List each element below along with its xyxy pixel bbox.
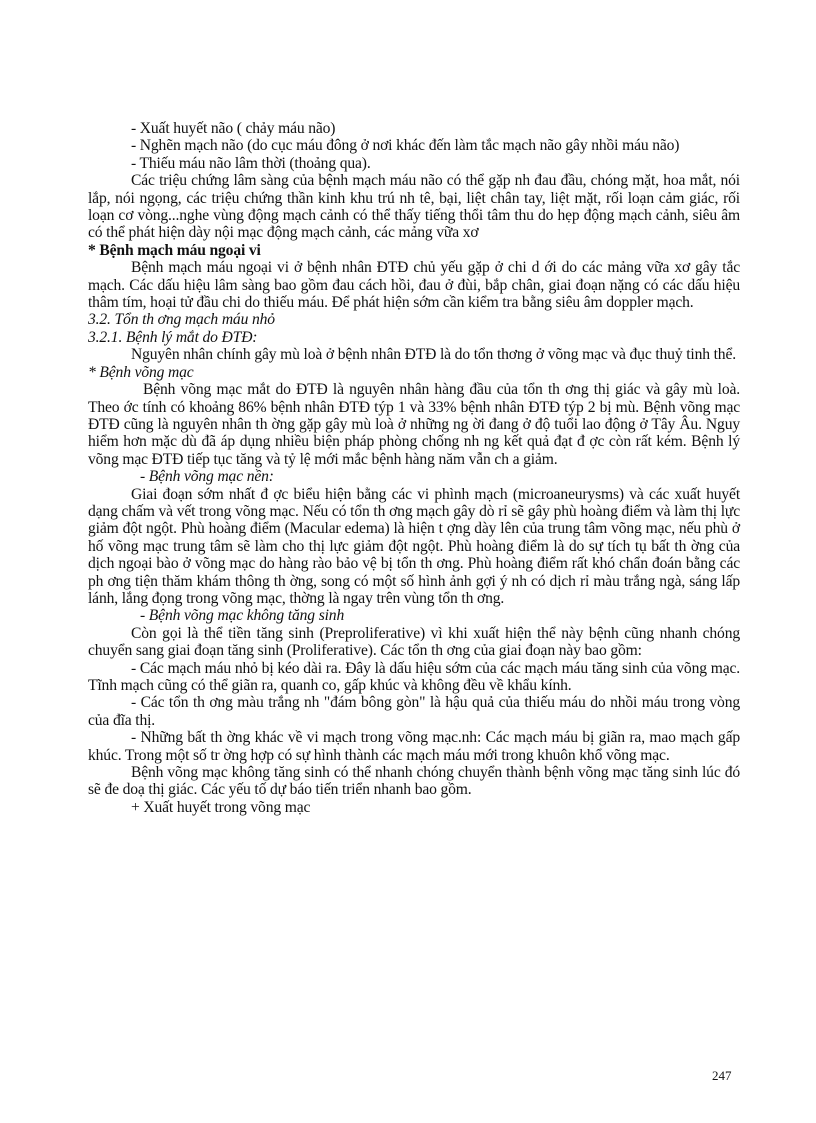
list-item: - Những bất th ờng khác về vi mạch trong võng mạc.nh: Các mạch máu bị giãn ra, mao mạch gấp khúc. Trong một số tr ờng hợp có sự hình thành các mạch máu mới trong khuôn khổ võng mạc. bbox=[88, 729, 740, 764]
paragraph: Còn gọi là thể tiền tăng sinh (Preproliferative) vì khi xuất hiện thể này bệnh cũng nhanh chóng chuyển sang giai đoạn tăng sinh (Proliferative). Các tổn th ơng của giai đoạn này bao gồm: bbox=[88, 624, 740, 660]
list-item: - Các tổn th ơng màu trắng nh "đám bông gòn" là hậu quả của thiếu máu do nhồi máu trong vòng của đĩa thị. bbox=[88, 694, 740, 729]
paragraph: Bệnh võng mạc không tăng sinh có thể nhanh chóng chuyển thành bệnh võng mạc tăng sinh lúc đó sẽ đe doạ thị giác. Các yếu tố dự báo tiến triển nhanh bao gồm. bbox=[88, 764, 740, 799]
paragraph: Các triệu chứng lâm sàng của bệnh mạch máu não có thể gặp nh đau đầu, chóng mặt, hoa mắt, nói lắp, nói ngọng, các triệu chứng thần kinh khu trú nh tê, bại, liệt chân tay, liệt mặt, rối loạn cảm giác, rối loạn cơ vòng...nghe vùng động mạch cảnh có thể thấy tiếng thổi tâm thu do hẹp động mạch cảnh, siêu âm có thể phát hiện dày nội mạc động mạch cảnh, các mảng vữa xơ bbox=[88, 172, 740, 242]
subsection-heading: - Bệnh võng mạc nền: bbox=[140, 468, 274, 486]
subsection-heading: 3.2.1. Bệnh lý mắt do ĐTĐ: bbox=[88, 328, 258, 346]
list-item: - Nghẽn mạch não (do cục máu đông ở nơi khác đến làm tắc mạch não gây nhồi máu não) bbox=[131, 137, 680, 155]
list-item: - Các mạch máu nhỏ bị kéo dài ra. Đây là dấu hiệu sớm của các mạch máu tăng sinh của võng mạc. Tĩnh mạch cũng có thể giãn ra, quanh co, gấp khúc và không đều về khẩu kính. bbox=[88, 659, 740, 694]
section-heading: 3.2. Tổn th ơng mạch máu nhỏ bbox=[88, 311, 275, 329]
subsection-heading: * Bệnh võng mạc bbox=[88, 363, 194, 381]
list-item: - Thiếu máu não lâm thời (thoảng qua). bbox=[131, 154, 371, 172]
page-body bbox=[88, 120, 740, 816]
paragraph: Nguyên nhân chính gây mù loà ở bệnh nhân ĐTĐ là do tổn thơng ở võng mạc và đục thuỷ tinh thể. bbox=[131, 346, 736, 364]
paragraph: Giai đoạn sớm nhất đ ợc biểu hiện bằng các vi phình mạch (microaneurysms) và các xuất huyết dạng chấm và vết trong võng mạc. Nếu có tổn th ơng mạch gây dò rỉ sẽ gây phù hoàng điểm và làm thị lực giảm đột ngột. Phù hoàng điểm (Macular edema) là hiện t ợng dày lên của trung tâm võng mạc, nếu phù ở hố võng mạc trung tâm sẽ làm cho thị lực giảm đột ngột. Phù hoàng điểm là do sự tích tụ bất th ờng của dịch ngoại bào ở võng mạc do hàng rào bảo vệ bị tổn th ơng. Phù hoàng điểm rất khó chẩn đoán bằng các ph ơng tiện thăm khám thông th ờng, song có một số hình ảnh gợi ý nh có dịch rỉ màu trắng ngà, sáng lấp lánh, lắng đọng trong võng mạc, thờng là ngay trên vùng tổn th ơng. bbox=[88, 485, 740, 607]
paragraph: Bệnh mạch máu ngoại vi ở bệnh nhân ĐTĐ chủ yếu gặp ở chi d ới do các mảng vữa xơ gây tắc mạch. Các dấu hiệu lâm sàng bao gồm đau cách hồi, đau ở đùi, bắp chân, giai đoạn nặng có các dấu hiệu thâm tím, hoại tử đầu chi do thiếu máu. Để phát hiện sớm cần kiểm tra bằng siêu âm doppler mạch. bbox=[88, 259, 740, 312]
section-heading: * Bệnh mạch máu ngoại vi bbox=[88, 241, 261, 259]
paragraph: Bệnh võng mạc mắt do ĐTĐ là nguyên nhân hàng đầu của tổn th ơng thị giác và gây mù loà. Theo ớc tính có khoảng 86% bệnh nhân ĐTĐ týp 1 và 33% bệnh nhân ĐTĐ týp 2 bị mù. Bệnh võng mạc ĐTĐ cũng là nguyên nhân th ờng gặp gây mù loà ở những ng ời đang ở độ tuổi lao động ở Tây Âu. Nguy hiểm hơn mặc dù đã áp dụng nhiều biện pháp phòng chống nh ng kết quả đạt đ ợc còn rất kém. Bệnh lý võng mạc ĐTĐ tiếp tục tăng và tỷ lệ mới mắc bệnh hàng năm vẫn ch a giảm. bbox=[88, 381, 740, 468]
list-item: + Xuất huyết trong võng mạc bbox=[131, 798, 311, 816]
list-item: - Xuất huyết não ( chảy máu não) bbox=[131, 120, 336, 137]
page-number: 247 bbox=[712, 1068, 732, 1083]
subsection-heading: - Bệnh võng mạc không tăng sinh bbox=[140, 607, 345, 625]
